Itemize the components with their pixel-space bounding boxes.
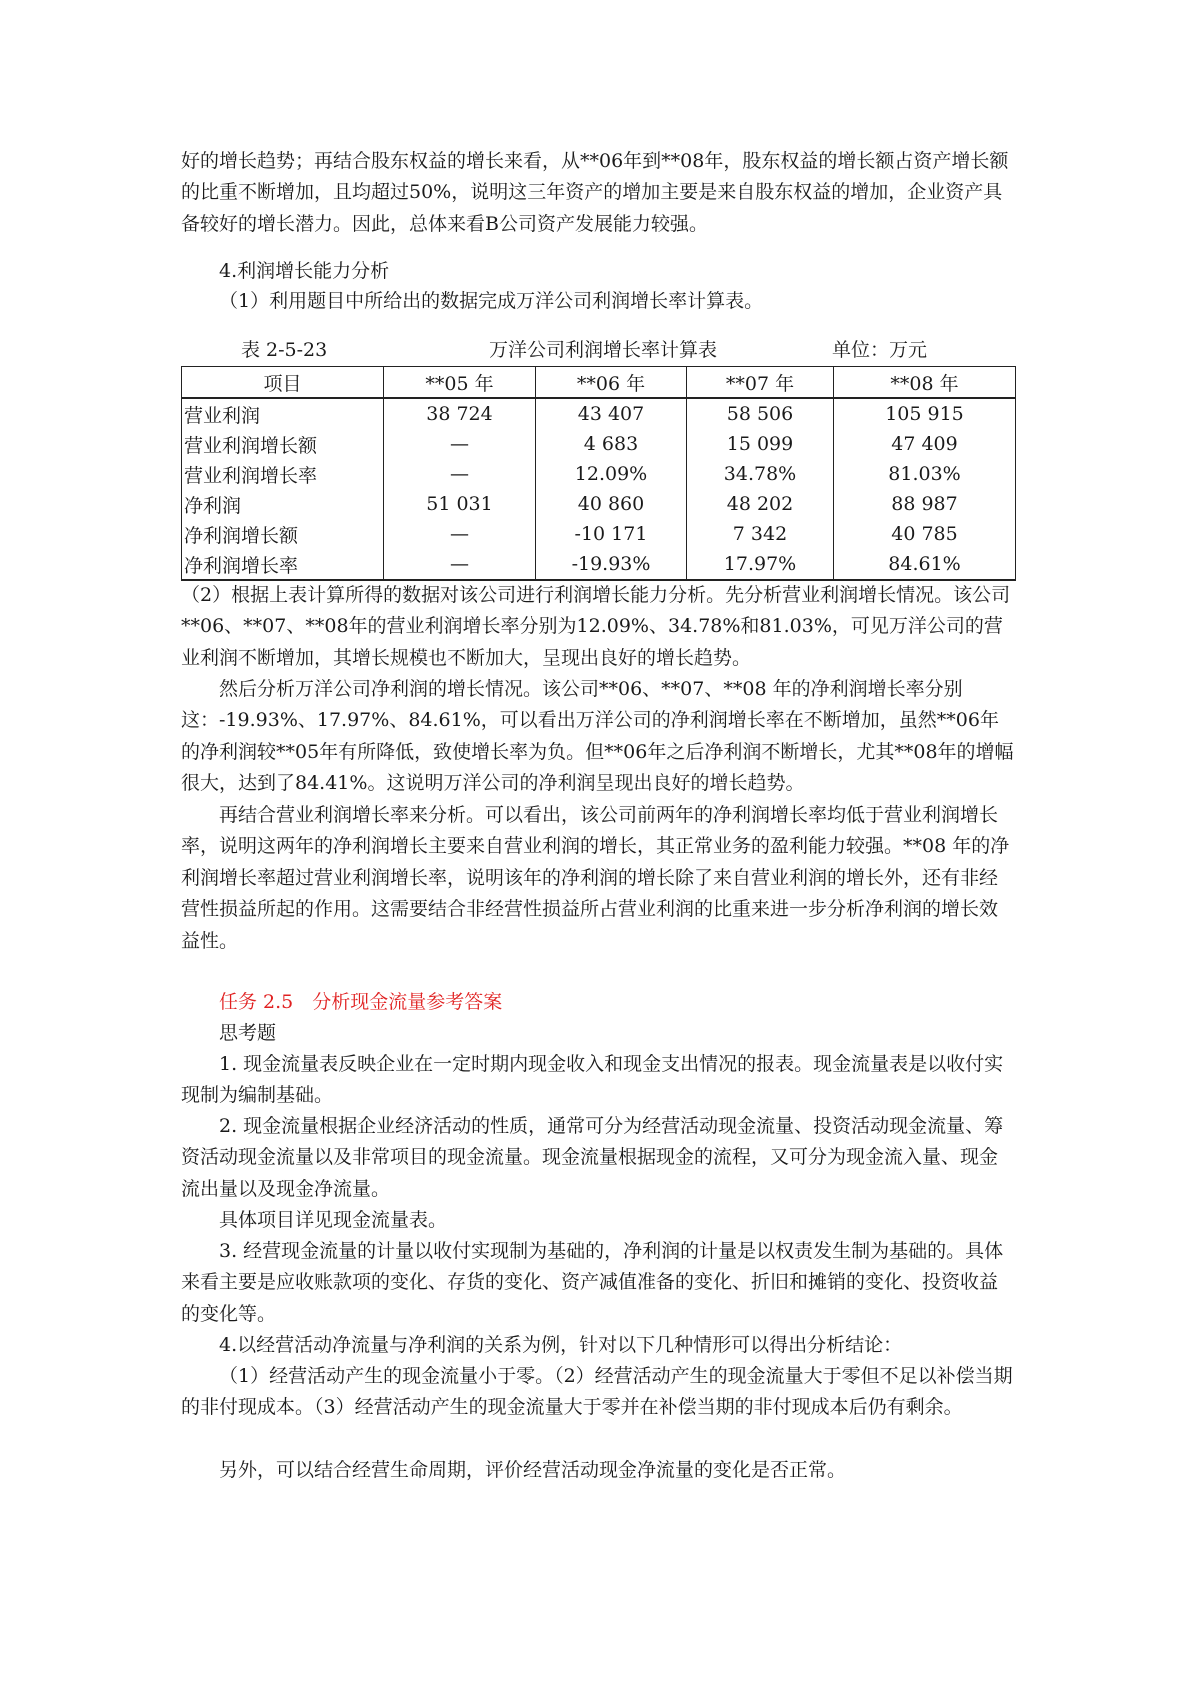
profit-growth-table (181, 366, 1016, 581)
table-number: 表 2-5-23 (241, 339, 328, 361)
paragraph-asset-growth: 好的增长趋势；再结合股东权益的增长来看，从**06年到**08年，股东权益的增长额占资产增长额的比重不断增加，且均超过50%，说明这三年资产的增加主要是来自股东权益的增加，企业资产具备较好的增长潜力。因此，总体来看B公司资产发展能力较强。 (181, 150, 1009, 235)
header-year-06: **06 年 (536, 367, 687, 399)
cell-value: 4 683 (536, 429, 687, 459)
answer-5: 另外，可以结合经营生命周期，评价经营活动现金净流量的变化是否正常。 (219, 1459, 847, 1481)
table-header-row (182, 367, 1016, 399)
table-row (182, 489, 1016, 519)
answer-2-note: 具体项目详见现金流量表。 (219, 1209, 448, 1231)
cell-value: 84.61% (834, 549, 1016, 580)
header-year-07: **07 年 (687, 367, 834, 399)
task-title: 任务 2.5 分析现金流量参考答案 (219, 991, 503, 1013)
cell-value: 81.03% (834, 459, 1016, 489)
cell-value: 40 860 (536, 489, 687, 519)
row-label: 营业利润增长率 (182, 459, 384, 489)
question-1: （1）利用题目中所给出的数据完成万洋公司利润增长率计算表。 (219, 290, 764, 312)
table-row (182, 519, 1016, 549)
paragraph-combined-analysis: 再结合营业利润增长率来分析。可以看出，该公司前两年的净利润增长率均低于营业利润增长率，说明这两年的净利润增长主要来自营业利润的增长，其正常业务的盈利能力较强。**08 年的净利润增长率超过营业利润增长率，说明该年的净利润的增长除了来自营业利润的增长外，还有非经营性损益所起的作用。这需要结合非经营性损益所占营业利润的比重来进一步分析净利润的增长效益性。 (181, 804, 1010, 952)
table-row (182, 459, 1016, 489)
answer-1: 1. 现金流量表反映企业在一定时期内现金收入和现金支出情况的报表。现金流量表是以收付实现制为编制基础。 (181, 1053, 1004, 1107)
cell-value: 58 506 (687, 398, 834, 429)
answer-2: 2. 现金流量根据企业经济活动的性质，通常可分为经营活动现金流量、投资活动现金流量、筹资活动现金流量以及非常项目的现金流量。现金流量根据现金的流程，又可分为现金流入量、现金流出量以及现金净流量。 (181, 1115, 1004, 1200)
think-title: 思考题 (219, 1022, 277, 1044)
cell-value: 15 099 (687, 429, 834, 459)
paragraph-net-profit-analysis: 然后分析万洋公司净利润的增长情况。该公司**06、**07、**08 年的净利润增长率分别这：-19.93%、17.97%、84.61%，可以看出万洋公司的净利润增长率在不断增加，虽然**06年的净利润较**05年有所降低，致使增长率为负。但**06年之后净利润不断增长，尤其**08年的增幅很大，达到了84.41%。这说明万洋公司的净利润呈现出良好的增长趋势。 (181, 678, 1014, 795)
row-label: 净利润 (182, 489, 384, 519)
cell-value: 12.09% (536, 459, 687, 489)
table-unit: 单位：万元 (832, 339, 928, 361)
cell-value: 47 409 (834, 429, 1016, 459)
table-row (182, 398, 1016, 429)
cell-value: 7 342 (687, 519, 834, 549)
cell-value: — (384, 519, 536, 549)
answer-3: 3. 经营现金流量的计量以收付实现制为基础的，净利润的计量是以权责发生制为基础的。具体来看主要是应收账款项的变化、存货的变化、资产减值准备的变化、折旧和摊销的变化、投资收益的变化等。 (181, 1240, 1004, 1325)
cell-value: — (384, 549, 536, 580)
header-year-05: **05 年 (384, 367, 536, 399)
cell-value: — (384, 459, 536, 489)
header-item: 项目 (182, 367, 384, 399)
table-row (182, 549, 1016, 580)
header-year-08: **08 年 (834, 367, 1016, 399)
paragraph-operating-profit-analysis: （2）根据上表计算所得的数据对该公司进行利润增长能力分析。先分析营业利润增长情况。该公司**06、**07、**08年的营业利润增长率分别为12.09%、34.78%和81.03%，可见万洋公司的营业利润不断增加，其增长规模也不断加大，呈现出良好的增长趋势。 (181, 584, 1011, 669)
table-title: 万洋公司利润增长率计算表 (489, 339, 718, 361)
table-row (182, 429, 1016, 459)
cell-value: 48 202 (687, 489, 834, 519)
cell-value: 34.78% (687, 459, 834, 489)
section-title-profit-growth: 4.利润增长能力分析 (219, 260, 390, 282)
cell-value: 17.97% (687, 549, 834, 580)
row-label: 营业利润 (182, 398, 384, 429)
cell-value: -19.93% (536, 549, 687, 580)
cell-value: 40 785 (834, 519, 1016, 549)
cell-value: -10 171 (536, 519, 687, 549)
cell-value: — (384, 429, 536, 459)
answer-4-cases: （1）经营活动产生的现金流量小于零。（2）经营活动产生的现金流量大于零但不足以补偿当期的非付现成本。（3）经营活动产生的现金流量大于零并在补偿当期的非付现成本后仍有剩余。 (181, 1365, 1013, 1419)
table-caption (181, 335, 1014, 365)
cell-value: 38 724 (384, 398, 536, 429)
row-label: 营业利润增长额 (182, 429, 384, 459)
cell-value: 51 031 (384, 489, 536, 519)
cell-value: 105 915 (834, 398, 1016, 429)
row-label: 净利润增长率 (182, 549, 384, 580)
cell-value: 88 987 (834, 489, 1016, 519)
row-label: 净利润增长额 (182, 519, 384, 549)
answer-4: 4.以经营活动净流量与净利润的关系为例，针对以下几种情形可以得出分析结论： (219, 1334, 903, 1356)
cell-value: 43 407 (536, 398, 687, 429)
